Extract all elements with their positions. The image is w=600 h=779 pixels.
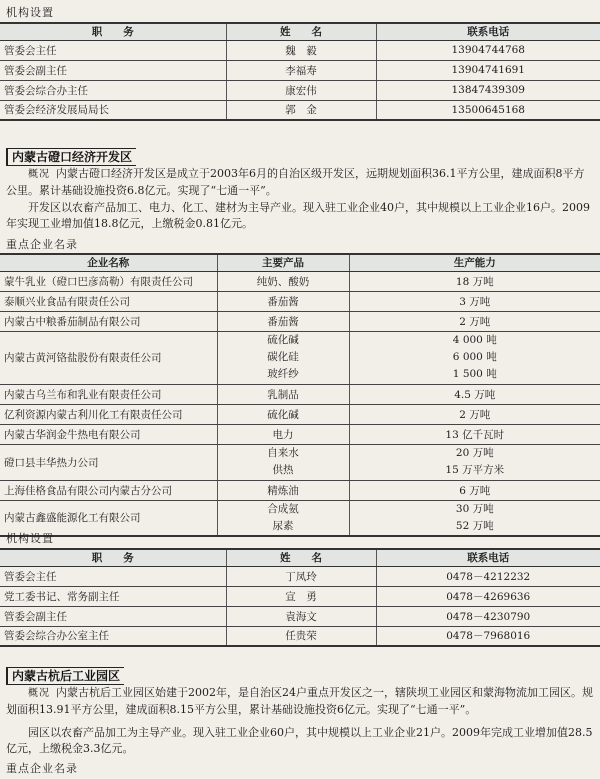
table-row bbox=[0, 586, 600, 606]
name-cell: 魏 毅 bbox=[226, 40, 376, 60]
capacity-item: 30 万吨 bbox=[455, 502, 494, 515]
zone2-title: 内蒙古杭后工业园区 bbox=[6, 667, 124, 685]
zone2-para2: 园区以农畜产品加工为主导产业。现入驻工业企业60户，其中规模以上工业企业21户。2009年完成工业增加值28.5亿元，上缴税金3.3亿元。 bbox=[6, 726, 593, 755]
zone1-overview-text: 内蒙古磴口经济开发区是成立于2003年6月的自治区级开发区，远期规划面积36.1平方公里，建成面积8平方公里。累计基础设施投资6.8亿元。实现了“七通一平”。 bbox=[6, 167, 585, 197]
table-row bbox=[0, 480, 600, 500]
product-item: 尿素 bbox=[272, 519, 294, 532]
company-name-cell: 内蒙古中粮番茄制品有限公司 bbox=[0, 311, 217, 331]
capacity-cell: 18 万吨 bbox=[349, 271, 600, 291]
name-cell: 李福寿 bbox=[226, 60, 376, 80]
capacity-item: 4 000 吨 bbox=[452, 334, 497, 346]
capacity-cell: 6 万吨 bbox=[349, 480, 600, 500]
capacity-item: 52 万吨 bbox=[455, 519, 494, 532]
phone-cell: 0478－4269636 bbox=[376, 586, 600, 606]
header-company: 企业名称 bbox=[0, 254, 217, 271]
org1-header-position: 职 务 bbox=[0, 23, 226, 40]
zone2-overview-text: 内蒙古杭后工业园区始建于2002年，是自治区24户重点开发区之一，辖陕坝工业园区和蒙海物流加工园区。规划面积13.91平方公里，建成面积8.15平方公里，累计基础设施投资6亿元。实现了“七通一平”。 bbox=[6, 686, 593, 716]
name-cell: 袁海文 bbox=[226, 606, 376, 626]
phone-cell: 13500645168 bbox=[376, 100, 600, 120]
table-row bbox=[0, 626, 600, 646]
capacity-item: 15 万平方米 bbox=[445, 464, 505, 476]
table-row bbox=[0, 566, 600, 586]
table-row bbox=[0, 40, 600, 60]
table-row bbox=[0, 500, 600, 536]
capacity-cell: 13 亿千瓦时 bbox=[349, 424, 600, 444]
org2-header-name: 姓 名 bbox=[226, 549, 376, 566]
product-cell: 精炼油 bbox=[217, 480, 349, 500]
name-cell: 郭 金 bbox=[226, 100, 376, 120]
name-cell: 康宏伟 bbox=[226, 80, 376, 100]
table-row bbox=[0, 60, 600, 80]
capacity-cell: 3 万吨 bbox=[349, 291, 600, 311]
company-name-cell: 内蒙古华润金牛热电有限公司 bbox=[0, 424, 217, 444]
zone2-overview bbox=[6, 685, 594, 718]
company-name-cell: 内蒙古黄河铬盐股份有限责任公司 bbox=[0, 331, 217, 384]
zone1-title: 内蒙古磴口经济开发区 bbox=[6, 148, 136, 166]
table-row bbox=[0, 80, 600, 100]
org2-section-label: 机构设置 bbox=[6, 532, 54, 545]
header-product: 主要产品 bbox=[217, 254, 349, 271]
org2-table bbox=[0, 548, 600, 647]
table-row bbox=[0, 331, 600, 384]
phone-cell: 13847439309 bbox=[376, 80, 600, 100]
position-cell: 管委会主任 bbox=[0, 566, 226, 586]
zone1-para2: 开发区以农畜产品加工、电力、化工、建材为主导产业。现入驻工业企业40户，其中规模以上工业企业16户。2009年实现工业增加值18.8亿元，上缴税金0.81亿元。 bbox=[6, 201, 590, 230]
position-cell: 管委会经济发展局局长 bbox=[0, 100, 226, 120]
product-cell bbox=[217, 500, 349, 536]
phone-cell: 0478－4230790 bbox=[376, 606, 600, 626]
position-cell: 管委会副主任 bbox=[0, 60, 226, 80]
phone-cell: 0478－7968016 bbox=[376, 626, 600, 646]
position-cell: 党工委书记、常务副主任 bbox=[0, 586, 226, 606]
company-name-cell: 蒙牛乳业（磴口巴彦高勒）有限责任公司 bbox=[0, 271, 217, 291]
table-row bbox=[0, 384, 600, 404]
overview-tag: 概况 bbox=[28, 169, 50, 180]
org1-header-phone: 联系电话 bbox=[376, 23, 600, 40]
zone2-key-label: 重点企业名录 bbox=[6, 762, 78, 775]
name-cell: 宣 勇 bbox=[226, 586, 376, 606]
company-name-cell: 磴口县丰华热力公司 bbox=[0, 444, 217, 480]
product-cell: 番茄酱 bbox=[217, 291, 349, 311]
position-cell: 管委会主任 bbox=[0, 40, 226, 60]
name-cell: 任贵荣 bbox=[226, 626, 376, 646]
capacity-cell: 2 万吨 bbox=[349, 311, 600, 331]
table-row bbox=[0, 444, 600, 480]
zone1-key-label: 重点企业名录 bbox=[6, 238, 78, 251]
capacity-item: 6 000 吨 bbox=[452, 351, 497, 363]
product-cell bbox=[217, 444, 349, 480]
capacity-cell bbox=[349, 500, 600, 536]
product-cell: 番茄酱 bbox=[217, 311, 349, 331]
org1-table bbox=[0, 22, 600, 121]
phone-cell: 13904741691 bbox=[376, 60, 600, 80]
phone-cell: 0478－4212232 bbox=[376, 566, 600, 586]
company-name-cell: 内蒙古乌兰布和乳业有限责任公司 bbox=[0, 384, 217, 404]
product-item: 玻纤纱 bbox=[267, 368, 299, 380]
position-cell: 管委会综合办公室主任 bbox=[0, 626, 226, 646]
capacity-cell bbox=[349, 331, 600, 384]
product-cell: 电力 bbox=[217, 424, 349, 444]
header-capacity: 生产能力 bbox=[349, 254, 600, 271]
company-name-cell: 上海佳格食品有限公司内蒙古分公司 bbox=[0, 480, 217, 500]
capacity-cell: 4.5 万吨 bbox=[349, 384, 600, 404]
overview-tag: 概况 bbox=[28, 688, 50, 699]
product-cell: 乳制品 bbox=[217, 384, 349, 404]
phone-cell: 13904744768 bbox=[376, 40, 600, 60]
capacity-cell: 2 万吨 bbox=[349, 404, 600, 424]
capacity-cell bbox=[349, 444, 600, 480]
product-cell: 纯奶、酸奶 bbox=[217, 271, 349, 291]
product-item: 供热 bbox=[272, 464, 294, 476]
company-name-cell: 泰顺兴业食品有限责任公司 bbox=[0, 291, 217, 311]
table-row bbox=[0, 271, 600, 291]
table-row bbox=[0, 100, 600, 120]
org1-header-name: 姓 名 bbox=[226, 23, 376, 40]
company-name-cell: 内蒙古鑫盛能源化工有限公司 bbox=[0, 500, 217, 536]
product-item: 合成氨 bbox=[267, 502, 299, 515]
table-row bbox=[0, 291, 600, 311]
product-cell: 硫化碱 bbox=[217, 404, 349, 424]
product-cell bbox=[217, 331, 349, 384]
capacity-item: 1 500 吨 bbox=[452, 368, 497, 380]
table-row bbox=[0, 311, 600, 331]
product-item: 硫化碱 bbox=[267, 334, 299, 346]
capacity-item: 20 万吨 bbox=[455, 447, 494, 459]
org2-header-phone: 联系电话 bbox=[376, 549, 600, 566]
table-row bbox=[0, 606, 600, 626]
zone1-overview bbox=[6, 166, 594, 199]
org2-header-position: 职 务 bbox=[0, 549, 226, 566]
product-item: 碳化硅 bbox=[267, 351, 299, 363]
table-row bbox=[0, 404, 600, 424]
table-row bbox=[0, 424, 600, 444]
position-cell: 管委会副主任 bbox=[0, 606, 226, 626]
product-item: 自来水 bbox=[267, 447, 299, 459]
company-table bbox=[0, 253, 600, 537]
company-name-cell: 亿利资源内蒙古利川化工有限责任公司 bbox=[0, 404, 217, 424]
position-cell: 管委会综合办主任 bbox=[0, 80, 226, 100]
org1-section-label: 机构设置 bbox=[6, 6, 54, 19]
name-cell: 丁凤玲 bbox=[226, 566, 376, 586]
